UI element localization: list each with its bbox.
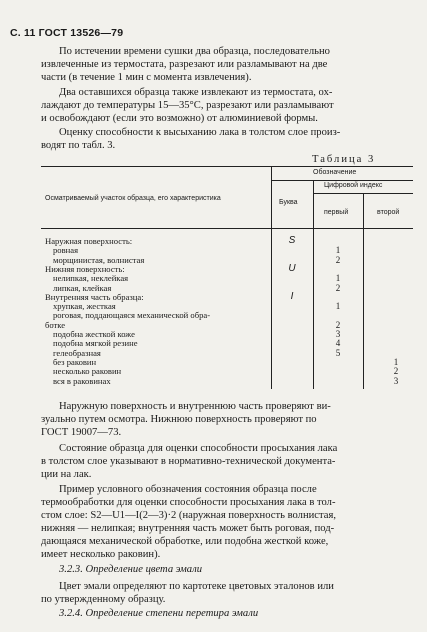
text-line: зуально путем осмотра. Нижнюю поверхность проверяют по: [41, 414, 317, 425]
table-row-text: роговая, поддающаяся механической обра-: [53, 310, 211, 321]
table-row-text: Внутренняя часть образца:: [45, 291, 144, 302]
column-rule-letter: [271, 166, 272, 389]
table-row-text: гелеобразная: [53, 347, 101, 358]
table-row-text: Нижняя поверхность:: [45, 263, 125, 274]
text-line: Цвет эмали определяют по картотеке цветовых эталонов или: [59, 581, 334, 592]
paragraph-3: [41, 126, 413, 152]
header-first: первый: [324, 209, 349, 216]
table-row-text: хрупкая, жесткая: [53, 301, 116, 312]
table-3: [41, 166, 413, 389]
paragraph-6: [41, 483, 413, 561]
text-line: Два оставшихся образца также извлекают из термостата, ох-: [59, 87, 333, 98]
table-row-text: несколько раковин: [53, 366, 122, 377]
table-cell-first-index: 2: [335, 282, 341, 293]
table-header-rule: [41, 228, 413, 229]
text-line: лаждают до температуры 15—35°С, разрезают или разламывают: [41, 100, 334, 111]
table-row-text: ботке: [45, 319, 66, 330]
column-rule-second: [363, 193, 364, 389]
table-title: Таблица 3: [312, 154, 376, 165]
text-line: Оценку способности к высыханию лака в толстом слое произ-: [59, 127, 341, 138]
text-line: извлеченные из термостата, разрезают или разламывают на две: [41, 59, 328, 70]
paragraph-4: [41, 400, 413, 439]
header-designation: Обозначение: [313, 169, 357, 176]
paragraph-2: [41, 86, 413, 125]
table-cell-first-index: 1: [335, 245, 341, 256]
paragraph-5: [41, 442, 413, 481]
text-line: нижняя — нелипкая; внутренняя часть может быть роговая, под-: [41, 523, 335, 534]
text-line: По истечении времени сушки два образца, последовательно: [59, 46, 330, 57]
table-cell-letter: I: [290, 290, 294, 302]
header-letter: Буква: [279, 199, 298, 206]
page-header: С. 11 ГОСТ 13526—79: [10, 27, 124, 39]
designation-rule: [271, 180, 413, 181]
table-top-rule: [41, 166, 413, 167]
section-324-heading: 3.2.4. Определение степени перетира эмали: [59, 608, 259, 619]
table-cell-first-index: 5: [335, 347, 341, 358]
column-rule-first: [313, 180, 314, 389]
table-row-text: морщинистая, волнистая: [53, 254, 145, 265]
header-digit-index: Цифровой индекс: [324, 182, 383, 189]
paragraph-1: [41, 45, 413, 84]
table-row-text: без раковин: [53, 356, 97, 367]
text-line: Пример условного обозначения состояния образца после: [59, 484, 317, 495]
text-line: имеет несколько раковин).: [41, 549, 161, 560]
table-cell-first-index: 3: [335, 329, 341, 339]
text-line: по утвержденному образцу.: [41, 594, 166, 605]
table-row-text: ровная: [53, 245, 79, 256]
text-line: ГОСТ 19007—73.: [41, 427, 122, 438]
table-cell-letter: U: [288, 262, 296, 274]
table-cell-first-index: 2: [335, 254, 341, 265]
table-cell-second-index: 3: [393, 375, 399, 386]
table-cell-second-index: 2: [393, 366, 399, 377]
table-cell-letter: S: [288, 235, 296, 246]
text-line: и освобождают (если это возможно) от алюминиевой формы.: [41, 113, 318, 124]
table-cell-first-index: 4: [335, 338, 341, 349]
table-cell-first-index: 1: [335, 301, 341, 312]
text-line: в толстом слое указывают в нормативно-технической документа-: [41, 456, 336, 467]
table-row-text: нелипкая, неклейкая: [53, 273, 129, 284]
table-cell-second-index: 1: [393, 356, 399, 367]
table-row-text: подобна мягкой резине: [53, 338, 138, 349]
header-area: Осматриваемый участок образца, его характеристика: [45, 195, 221, 202]
table-cell-first-index: 1: [335, 273, 341, 284]
text-line: ции на лак.: [41, 469, 92, 480]
text-line: части (в течение 1 мин с момента извлечения).: [41, 72, 252, 83]
table-row-text: Наружная поверхность:: [45, 236, 133, 246]
text-line: водят по табл. 3.: [41, 140, 116, 151]
text-line: термообработки для оценки способности просыхания лака в тол-: [41, 497, 336, 508]
table-row-text: липкая, клейкая: [53, 282, 112, 293]
section-323-text: [41, 580, 413, 606]
section-323-heading: 3.2.3. Определение цвета эмали: [59, 564, 203, 575]
text-line: дающаяся механической обработке, или подобна жесткой коже,: [41, 536, 329, 547]
header-second: второй: [377, 209, 400, 216]
table-cell-first-index: 2: [335, 319, 341, 330]
table-row-text: вся в раковинах: [53, 375, 111, 386]
text-line: Наружную поверхность и внутреннюю часть проверяют ви-: [59, 401, 331, 412]
text-line: стом слое: S2—U1—I(2—3)·2 (наружная поверхность волнистая,: [41, 510, 336, 521]
table-row-text: подобна жесткой коже: [53, 329, 135, 339]
text-line: Состояние образца для оценки способности просыхания лака: [59, 443, 338, 454]
